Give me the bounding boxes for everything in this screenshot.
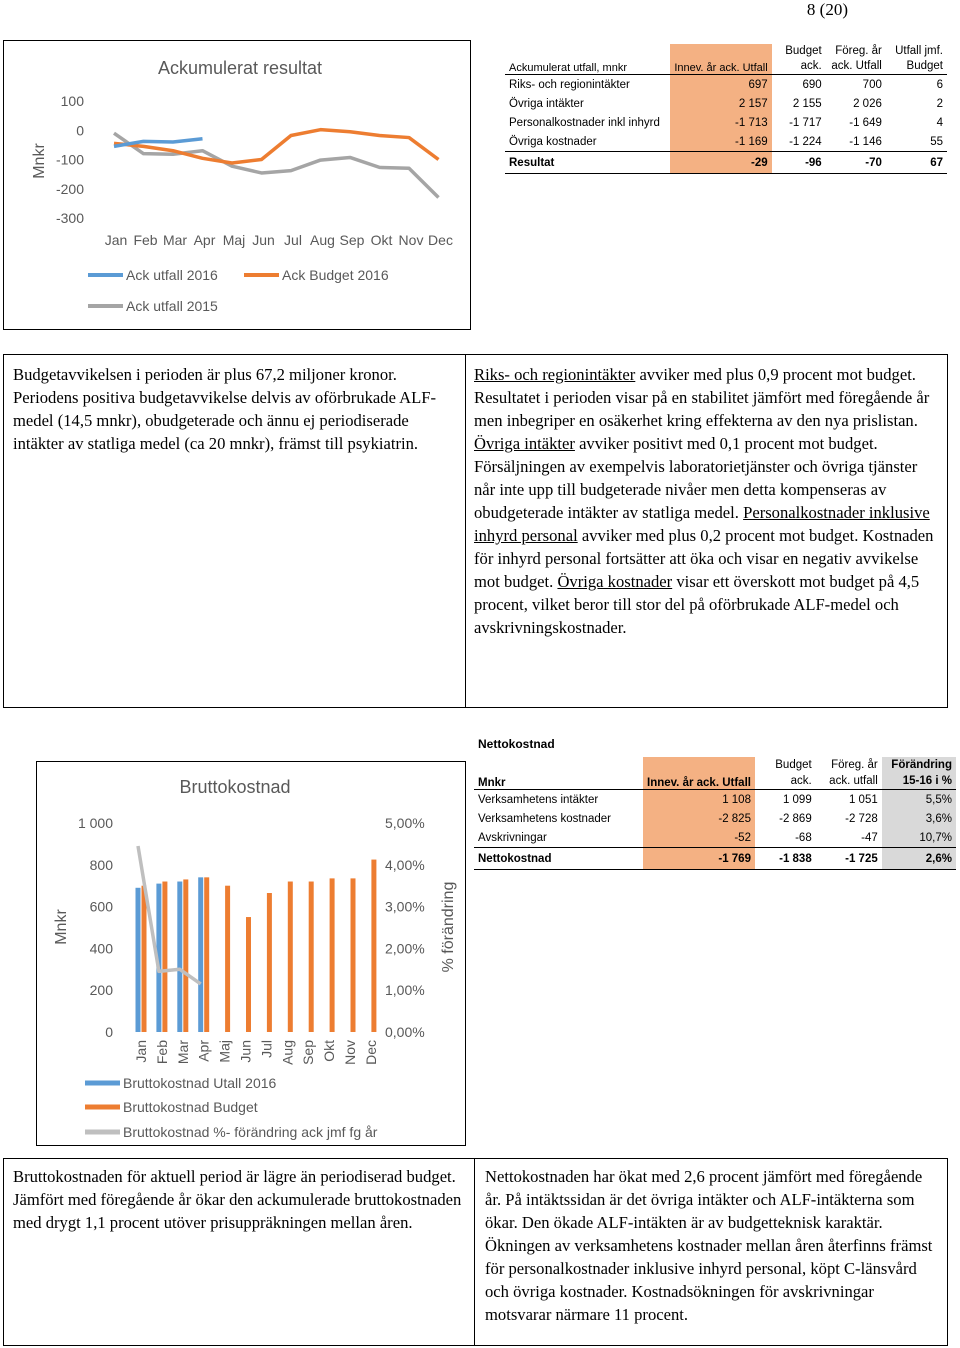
chart2-bar-utfall — [136, 888, 141, 1032]
t1-cell: 2 026 — [853, 97, 882, 110]
chart2-y-tick: 400 — [89, 940, 113, 957]
chart1-legend-label: Ack utfall 2015 — [126, 298, 218, 314]
t1-header-4: Utfall jmf. Budget — [886, 44, 947, 75]
chart1-svg — [4, 41, 470, 329]
chart2-y2-tick: 4,00% — [385, 856, 425, 873]
chart1-x-tick: Feb — [133, 232, 158, 248]
chart2-x-tick: Maj — [216, 1040, 233, 1063]
chart1-y-tick: -200 — [55, 180, 84, 197]
chart2-x-tick: Nov — [342, 1040, 358, 1065]
t2-cell: -68 — [795, 831, 812, 844]
t2-header-1: Innev. år ack. Utfall — [643, 757, 755, 790]
t1-total-cell: 67 — [886, 152, 947, 174]
t2-cell: 1 051 — [848, 793, 878, 806]
chart2-y2-tick: 0,00% — [385, 1024, 425, 1040]
t2-cell: 10,7% — [882, 828, 956, 848]
chart2-svg — [37, 762, 465, 1145]
chart1-y-tick: 100 — [60, 93, 84, 109]
t1-cell: 697 — [670, 75, 771, 95]
chart2-bar-budget — [267, 893, 272, 1032]
chart2-x-tick: Jan — [133, 1040, 149, 1063]
chart1-y-tick: 0 — [76, 122, 84, 139]
text1-right-part2: avviker positivt med 0,1 procent mot budget. Försäljningen av exempelvis laboratorietjänster och övriga tjänster når inte upp till budgeterade nivåer men detta kompenseras av obudgeterade intäkter av statliga medel. — [474, 434, 918, 522]
t2-total-cell: -1 838 — [755, 848, 816, 870]
t2-cell: 1 108 — [643, 790, 755, 810]
t1-row — [505, 94, 947, 113]
chart1-x-tick: Jun — [252, 232, 275, 248]
t2-cell: -52 — [643, 828, 755, 848]
chart2-legend-label: Bruttokostnad Utall 2016 — [123, 1075, 277, 1091]
t1-cell: 4 — [936, 116, 943, 129]
chart2-y2label: % förändring — [440, 881, 457, 973]
t2-total-cell: -1 769 — [643, 848, 755, 870]
chart2-y2-tick: 3,00% — [385, 898, 425, 915]
t1-cell: -1 713 — [670, 113, 771, 132]
text-section-1-left — [3, 354, 466, 708]
chart2-title: Bruttokostnad — [179, 777, 291, 797]
text1-right-part4: visar ett överskott mot budget på 4,5 procent, vilket beror till stor del på oförbrukade ALF-medel och avskrivningskostnader. — [474, 572, 920, 637]
t1-row — [505, 75, 947, 95]
chart2-ylabel: Mnkr — [53, 909, 70, 945]
link-personalkostnader: Personalkostnader inklusive inhyrd personal — [474, 503, 930, 545]
chart2-legend-label: Bruttokostnad Budget — [123, 1099, 258, 1115]
chart1-x-tick: Dec — [428, 232, 453, 248]
chart1-x-tick: Okt — [370, 232, 393, 248]
t1-total-cell: -29 — [670, 152, 771, 174]
t1-cell: Övriga kostnader — [509, 135, 597, 148]
chart1-legend-label: Ack Budget 2016 — [282, 267, 389, 283]
t1-cell: Personalkostnader inkl inhyrd — [509, 116, 660, 129]
t2-row — [474, 809, 956, 828]
chart1-x-tick: Aug — [310, 232, 335, 248]
t2-total-cell: 2,6% — [882, 848, 956, 870]
chart2-x-tick: Dec — [362, 1040, 379, 1065]
t1-cell: Övriga intäkter — [509, 97, 584, 110]
chart1-x-tick: Sep — [339, 232, 365, 248]
t1-header-3: Föreg. år ack. Utfall — [826, 44, 886, 75]
t2-cell: -2 825 — [643, 809, 755, 828]
t2-cell: Avskrivningar — [478, 831, 547, 844]
text-section-2-right — [474, 1158, 948, 1346]
chart2-bar-utfall — [198, 877, 203, 1032]
text1-right — [474, 363, 940, 639]
t1-total-cell: -96 — [772, 152, 826, 174]
chart1-x-tick: Maj — [222, 232, 246, 248]
t1-cell: 2 157 — [670, 94, 771, 113]
t2-cell: -2 728 — [845, 812, 878, 825]
text1-right-part3: avviker med plus 0,2 procent mot budget. Kostnaden för inhyrd personal fortsätter att öka och visar en negativ avvikelse mot budget. — [474, 526, 934, 591]
chart1-series-line — [114, 139, 203, 147]
text2-right: Nettokostnaden har ökat med 2,6 procent jämfört med föregående år. På intäktssidan är det övriga intäkter och ALF-intäkterna som ökar. Den ökade ALF-intäkten är av budgetteknisk karaktär. Ökningen av verksamhetens kostnader mellan åren återfinns främst för personalkostnader inklusive inhyrd personal, köpt C-länsvård och övriga kostnader. Kostnadsökningen för avskrivningar motsvarar närmare 11 procent. — [485, 1167, 933, 1324]
table2-title: Nettokostnad — [478, 737, 555, 751]
chart1-y-tick: -100 — [55, 151, 84, 168]
t1-cell: 700 — [862, 78, 882, 91]
text2-left: Bruttokostnaden för aktuell period är lägre än periodiserad budget. Jämfört med föregående år ökar den ackumulerade bruttokostnaden med drygt 1,1 procent utöver prisuppräkningen mellan åren. — [13, 1167, 462, 1232]
chart2-bar-budget — [330, 878, 335, 1032]
t2-header-4: Förändring 15-16 i % — [882, 757, 956, 790]
chart1-series-line — [114, 130, 439, 163]
t1-total-row — [505, 152, 947, 174]
chart2-x-tick: Okt — [321, 1040, 338, 1062]
table-ackumulerat-utfall — [505, 44, 950, 174]
chart1-x-tick: Jul — [284, 232, 302, 248]
chart2-y-tick: 200 — [89, 982, 113, 999]
t1-row — [505, 132, 947, 152]
chart2-y2-tick: 1,00% — [385, 982, 425, 999]
chart2-x-tick: Mar — [174, 1040, 191, 1065]
chart1-title: Ackumulerat resultat — [157, 58, 323, 78]
t2-row — [474, 790, 956, 810]
t2-total-cell: Nettokostnad — [474, 848, 643, 870]
t1-cell: 2 155 — [792, 97, 822, 110]
t2-cell: 1 099 — [782, 793, 812, 806]
chart2-y-tick: 600 — [89, 898, 113, 915]
t2-header-2: Budget ack. — [755, 757, 816, 790]
t1-cell: 55 — [930, 135, 943, 148]
chart1-x-tick: Mar — [162, 232, 188, 248]
chart1-x-tick: Jan — [104, 232, 128, 248]
chart2-x-tick: Apr — [195, 1040, 212, 1062]
t1-total-cell: Resultat — [505, 152, 670, 174]
t2-header-0: Mnkr — [474, 757, 643, 790]
chart2-bar-budget — [183, 879, 188, 1032]
chart1-ylabel: Mnkr — [31, 143, 48, 179]
t2-cell: Verksamhetens intäkter — [478, 793, 599, 806]
t1-cell: Riks- och regionintäkter — [509, 78, 630, 91]
chart2-x-tick: Feb — [153, 1040, 170, 1065]
chart2-bar-budget — [162, 882, 167, 1032]
chart2-bar-budget — [351, 878, 356, 1032]
t2-row — [474, 828, 956, 848]
t1-header-0: Ackumulerat utfall, mnkr — [505, 44, 670, 75]
chart2-bar-budget — [288, 882, 293, 1032]
t2-cell: -2 869 — [779, 812, 812, 825]
t1-cell: 690 — [802, 78, 822, 91]
link-ovriga-intakter: Övriga intäkter — [474, 434, 575, 453]
chart2-bar-budget — [225, 886, 230, 1032]
text-section-1-right — [465, 354, 948, 708]
t1-cell: -1 717 — [789, 116, 822, 129]
link-ovriga-kostnader: Övriga kostnader — [557, 572, 673, 591]
chart2-x-tick: Aug — [279, 1040, 296, 1065]
chart2-series-line — [138, 846, 201, 984]
t1-cell: -1 169 — [670, 132, 771, 152]
chart1-x-tick: Apr — [193, 232, 216, 248]
chart2-bar-budget — [371, 860, 376, 1032]
chart2-y-tick: 1 000 — [77, 815, 113, 831]
text1-right-part1: avviker med plus 0,9 procent mot budget. Resultatet i perioden visar på en stabilitet jämfört med föregående år men inbegriper en osäkerhet kring effekterna av den nya prislistan. — [474, 365, 930, 430]
t1-cell: 6 — [936, 78, 943, 91]
chart-bruttokostnad — [36, 761, 466, 1146]
t2-cell: 3,6% — [882, 809, 956, 828]
chart2-bar-budget — [142, 886, 147, 1032]
t1-cell: -1 224 — [789, 135, 822, 148]
page-number: 8 (20) — [806, 0, 848, 19]
t2-total-cell: -1 725 — [816, 848, 882, 870]
chart2-legend-label: Bruttokostnad %- förändring ack jmf fg år — [123, 1124, 378, 1140]
chart2-x-tick: Jun — [237, 1040, 254, 1063]
text1-left: Budgetavvikelsen i perioden är plus 67,2 miljoner kronor. Periodens positiva budgetavvikelse delvis av oförbrukade ALF-medel (14,5 mnkr), obudgeterade och ännu ej periodiserade intäkter av statliga medel (ca 20 mnkr), främst till psykiatrin. — [13, 365, 437, 453]
chart1-y-tick: -300 — [55, 210, 84, 226]
chart2-bar-utfall — [177, 882, 182, 1032]
chart-ackumulerat-resultat — [3, 40, 471, 330]
text-section-2-left — [3, 1158, 475, 1346]
chart2-x-tick: Sep — [300, 1040, 317, 1065]
t2-total-row — [474, 848, 956, 870]
t1-cell: 2 — [936, 97, 943, 110]
chart2-x-tick: Jul — [258, 1040, 275, 1058]
t1-header-2: Budget ack. — [772, 44, 826, 75]
t2-cell: Verksamhetens kostnader — [478, 812, 611, 825]
chart1-x-tick: Nov — [398, 232, 424, 248]
t1-header-1: Innev. år ack. Utfall — [670, 44, 771, 75]
chart1-legend-label: Ack utfall 2016 — [126, 267, 218, 283]
chart2-bar-budget — [246, 917, 251, 1032]
chart2-y2-tick: 5,00% — [385, 815, 425, 831]
link-riks-och-regionintakter: Riks- och regionintäkter — [474, 365, 636, 384]
t1-cell: -1 146 — [849, 135, 882, 148]
table-nettokostnad — [474, 757, 956, 870]
chart2-y-tick: 0 — [105, 1024, 113, 1040]
chart2-bar-budget — [204, 877, 209, 1032]
t2-cell: -47 — [861, 831, 878, 844]
chart2-bar-budget — [309, 882, 314, 1032]
t1-total-cell: -70 — [826, 152, 886, 174]
chart2-y-tick: 800 — [89, 856, 113, 873]
t1-cell: -1 649 — [849, 116, 882, 129]
chart2-y2-tick: 2,00% — [385, 940, 425, 957]
t2-header-3: Föreg. år ack. utfall — [816, 757, 882, 790]
t2-cell: 5,5% — [882, 790, 956, 810]
t1-row — [505, 113, 947, 132]
